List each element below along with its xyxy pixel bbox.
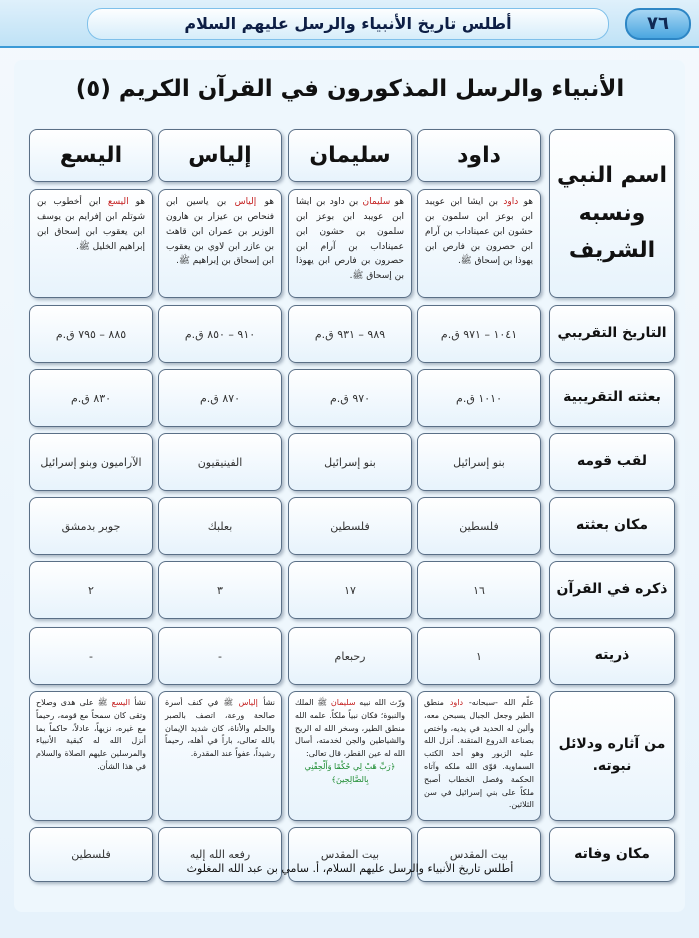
lineage-alyasa [29, 189, 153, 298]
lineage-text: هو اليسع ابن أخطوب بن شوتلم ابن إفرايم بن يوسف ابن يعقوب ابن إسحاق ابن إبراهيم الخليل ﷺ. [37, 197, 145, 252]
page-header [0, 0, 699, 48]
signs-sulayman [288, 691, 412, 821]
signs-text: علّم الله -سبحانه- داود منطق الطير وجعل الجبال يسبحن معه، وألين له الحديد في يديه، واختص بصناعة الدروع المتقنة. أنزل الله عليه الزبور وهو أحد الكتب السماوية. قوّى الله ملكه وآتاه الحكمة وفصل الخطاب أصبح ملكاً على بني إسرائيل في سن الثلاثين. [424, 698, 534, 810]
page-title: الأنبياء والرسل المذكورون في القرآن الكريم (٥) [75, 76, 625, 102]
death-place-ilyas: رفعه الله إليه [158, 827, 282, 882]
quran-count-alyasa: ٢ [29, 561, 153, 619]
column-header-alyasa: اليسع [29, 129, 153, 182]
signs-ilyas [158, 691, 282, 821]
lineage-ilyas [158, 189, 282, 298]
offspring-alyasa: - [29, 627, 153, 685]
signs-dawud [417, 691, 541, 821]
place-ilyas: بعلبك [158, 497, 282, 555]
people-alyasa: الآراميون وبنو إسرائيل [29, 433, 153, 491]
row-label-date: التاريخ التقريبي [549, 305, 675, 363]
place-dawud: فلسطين [417, 497, 541, 555]
place-alyasa: جوبر بدمشق [29, 497, 153, 555]
row-label-place: مكان بعثته [549, 497, 675, 555]
mission-sulayman: ٩٧٠ ق.م [288, 369, 412, 427]
death-place-sulayman: بيت المقدس [288, 827, 412, 882]
offspring-sulayman: رحبعام [288, 627, 412, 685]
quran-count-ilyas: ٣ [158, 561, 282, 619]
offspring-ilyas: - [158, 627, 282, 685]
date-sulayman: ٩٨٩ – ٩٣١ ق.م [288, 305, 412, 363]
lineage-text: هو إلياس بن ياسين ابن فنحاص بن عيزار بن هارون الوزير بن عمران ابن قاهث بن عازر ابن لاوي بن يعقوب ابن إسحاق بن إبراهيم ﷺ. [166, 197, 274, 267]
date-dawud: ١٠٤١ – ٩٧١ ق.م [417, 305, 541, 363]
lineage-text: هو سليمان بن داود بن ايشا ابن عويبد ابن بوعز ابن سلمون بن حشون ابن عميناداب بن آرام ابن حصرون بن فارص ابن يهوذا بن إسحاق ﷺ. [296, 197, 404, 282]
lineage-text: هو داود بن ايشا ابن عويبد ابن بوعز ابن سلمون بن حشون ابن عميناداب بن آرام ابن حصرون بن فارص ابن يهوذا بن إسحاق ﷺ. [425, 197, 533, 267]
row-label-lineage: اسم النبي ونسبه الشريف [549, 129, 675, 298]
column-header-dawud: داود [417, 129, 541, 182]
row-label-quran: ذكره في القرآن [549, 561, 675, 619]
row-label-people: لقب قومه [549, 433, 675, 491]
footer-citation: أطلس تاريخ الأنبياء والرسل عليهم السلام، أ. سامي بن عبد الله المغلوث [186, 862, 514, 875]
row-label-signs: من آثاره ودلائل نبوته. [549, 691, 675, 821]
death-place-dawud: بيت المقدس [417, 827, 541, 882]
row-label-death: مكان وفاته [549, 827, 675, 882]
mission-ilyas: ٨٧٠ ق.م [158, 369, 282, 427]
people-ilyas: الفينيقيون [158, 433, 282, 491]
death-place-alyasa: فلسطين [29, 827, 153, 882]
date-alyasa: ٨٨٥ – ٧٩٥ ق.م [29, 305, 153, 363]
signs-text: ورّث الله نبيه سليمان ﷺ الملك والنبوة؛ فكان نبياً ملكاً. علمه الله منطق الطير، وسخر الله له الريح والشياطين والجن لخدمته، أسال الله له عين القطر، قال تعالى: ﴿رَبِّ هَبْ لِي حُكْمًا وَأَلْحِقْنِي بِالصَّالِحِينَ﴾ [295, 697, 405, 787]
people-dawud: بنو إسرائيل [417, 433, 541, 491]
page-number: ٧٦ [625, 8, 691, 40]
quran-verse: ﴿رَبِّ هَبْ لِي حُكْمًا وَأَلْحِقْنِي بِالصَّالِحِينَ﴾ [304, 761, 396, 784]
people-sulayman: بنو إسرائيل [288, 433, 412, 491]
signs-text: نشأ إلياس ﷺ في كنف أسرة صالحة ورعة، اتصف بالصبر والحلم والأناة، كان شديد الإيمان بالله تعالى، باراً في أهله، رحيماً رشيداً، عفواً عند المقدرة. [165, 698, 276, 759]
signs-text: نشأ اليسع ﷺ على هدى وصلاح وتقى كان سمحاً مع قومه، رحيماً مع غيره، نزيهاً، عادلاً، حاكماً بما أنزل الله له كبقية الأنبياء والمرسلين عليهم الصلاة والسلام في هذا الشأن. [36, 698, 147, 771]
signs-alyasa [29, 691, 153, 821]
place-sulayman: فلسطين [288, 497, 412, 555]
book-title: أطلس تاريخ الأنبياء والرسل عليهم السلام [87, 8, 609, 40]
mission-alyasa: ٨٣٠ ق.م [29, 369, 153, 427]
quran-count-dawud: ١٦ [417, 561, 541, 619]
date-ilyas: ٩١٠ – ٨٥٠ ق.م [158, 305, 282, 363]
lineage-sulayman [288, 189, 412, 298]
row-label-mission: بعثته التقريبية [549, 369, 675, 427]
quran-count-sulayman: ١٧ [288, 561, 412, 619]
mission-dawud: ١٠١٠ ق.م [417, 369, 541, 427]
lineage-dawud [417, 189, 541, 298]
row-label-offspring: ذريته [549, 627, 675, 685]
column-header-sulayman: سليمان [288, 129, 412, 182]
column-header-ilyas: إلياس [158, 129, 282, 182]
offspring-dawud: ١ [417, 627, 541, 685]
